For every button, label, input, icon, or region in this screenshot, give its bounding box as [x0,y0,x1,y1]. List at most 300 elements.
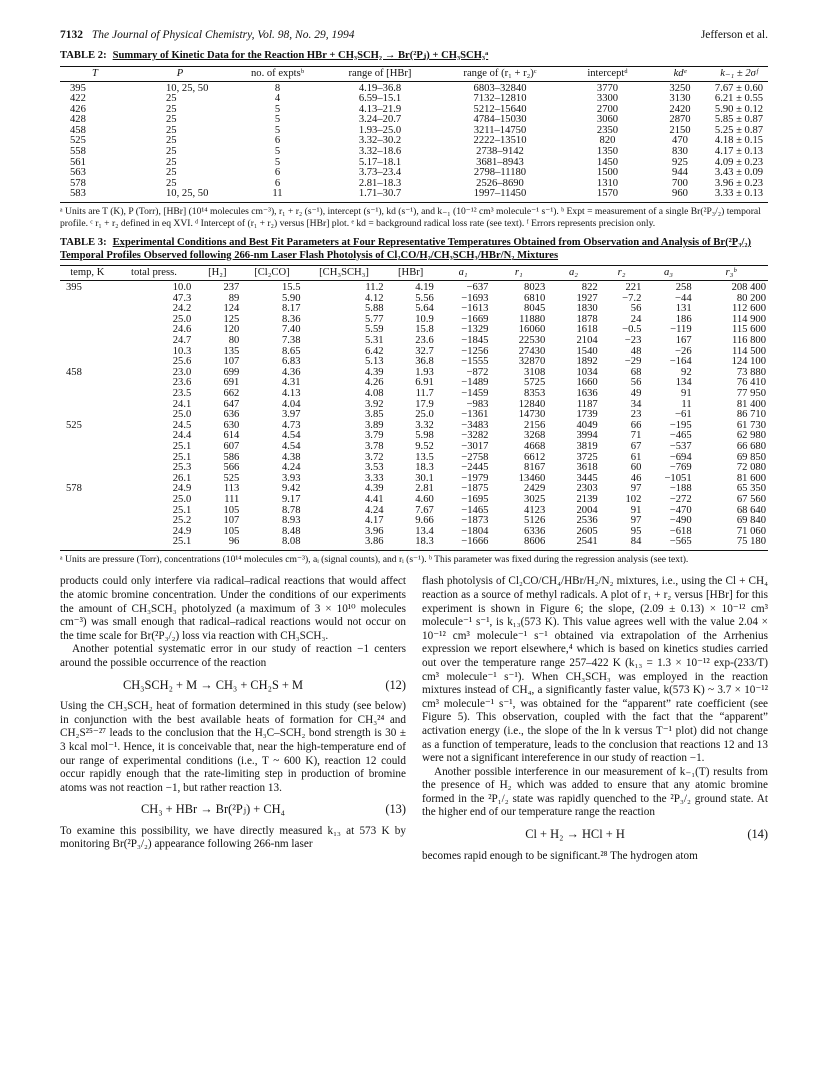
table-cell: 23.5 [172,387,192,399]
column-header: [HBr] [386,266,436,281]
table-cell: 2303 [576,483,598,495]
table-cell: 395 [70,82,86,94]
table-cell: 2526–8690 [476,177,524,189]
table-cell: 5 [274,146,281,158]
table-cell: −44 [675,292,692,304]
table-cell [60,389,115,400]
table-cell: 18.3 [415,462,434,474]
table-cell: 5.13 [365,356,384,368]
table-cell: 8023 [524,282,546,294]
table-cell: 4.73 [281,419,301,431]
table-cell: −1875 [461,483,489,495]
table-cell: 5.17–18.1 [358,156,402,168]
table-cell: 30.1 [415,472,434,484]
column-header: [Cl₂CO] [241,266,302,281]
table-cell: 563 [70,167,86,179]
table-cell: −2758 [461,451,489,463]
table-cell: 17.9 [415,398,434,410]
table-cell: 6 [274,167,281,179]
table-2-title: Summary of Kinetic Data for the Reaction HBr + CH₃SCH₂ → Br(²Pⱼ) + CH₃SCH₃ᵃ [112,50,489,61]
table-cell: −537 [669,440,692,452]
table-cell: −23 [624,335,642,346]
column-header: r₁ [490,266,547,281]
table-cell: 66 [630,419,642,431]
table-cell [60,516,115,527]
table-cell: −1666 [436,537,491,550]
table-cell: 105 [223,525,240,537]
table-cell: 91 [630,504,642,516]
equation-expression: CH₃ + HBr → Br(²Pⱼ) + CH₄ [141,802,285,817]
table-row [60,189,768,202]
table-row [60,325,768,336]
table-cell: −1489 [461,377,489,389]
table-cell: 62 980 [736,430,766,442]
table-cell: 3.33 [365,472,384,484]
table-cell: 114 500 [731,345,766,357]
table-cell: 525 [70,135,86,147]
table-cell: 822 [581,282,598,294]
column-header: a₁ [436,266,491,281]
table-cell: 32870 [518,356,546,368]
table-cell: 25.6 [172,356,192,368]
table-cell: 68 [630,366,642,378]
table-cell: 113 [223,483,240,495]
table-cell: 3.32–18.6 [358,146,402,158]
table-cell: 3.96 [365,525,384,537]
table-cell: 131 [675,303,692,315]
table-cell: 25.0 [172,493,192,505]
table-cell: 2004 [576,504,598,516]
table-cell: 1034 [576,366,598,378]
table-cell: −1845 [461,335,489,346]
table-cell: 2429 [524,483,546,495]
table-cell: 5.85 ± 0.87 [714,114,764,126]
table-cell: 1927 [576,292,598,304]
table-cell: 2700 [596,103,619,115]
table-cell: 81 400 [736,398,766,410]
table-row [60,410,768,421]
table-cell: 23.6 [172,377,192,389]
table-cell: 25.1 [172,451,192,463]
table-cell: 3.43 ± 0.09 [714,167,764,179]
table-cell: 647 [223,398,240,410]
table-cell: 1310 [596,177,619,189]
table-cell [60,347,115,358]
table-cell: 56 [630,303,642,315]
table-cell: 8.17 [281,303,301,315]
table-cell: 3.92 [365,398,384,410]
table-cell: 4049 [576,419,598,431]
paragraph: Another potential systematic error in our study of reaction −1 centers around the possible occurrence of the reaction [60,643,406,669]
table-cell: 36.8 [415,356,434,368]
table-cell: 830 [672,146,688,158]
table-cell: 9.66 [415,515,434,527]
table-cell: 3130 [669,93,691,105]
table-cell: 25.1 [172,504,192,516]
table-cell: 3445 [576,472,598,484]
table-cell: 10, 25, 50 [130,189,230,202]
table-cell: 5.56 [415,292,434,304]
table-cell: 77 950 [736,387,766,399]
table-row [60,294,768,305]
table-row [60,527,768,538]
table-cell: 4.24 [281,462,301,474]
column-header: [H₂] [193,266,241,281]
table-cell: 1187 [576,398,598,410]
table-cell: 4.08 [365,387,384,399]
table-cell: 1.71–30.7 [325,189,435,202]
table-cell: 25 [166,124,177,136]
table-cell: 525 [66,419,82,431]
table-cell: 107 [223,356,240,368]
table-cell: 1.93 [415,366,434,378]
table-cell: 7.40 [281,324,301,336]
table-cell: 237 [223,282,240,294]
table-cell: 944 [672,167,688,179]
page-number: 7132 [60,29,83,41]
table-cell: 8606 [490,537,547,550]
table-cell: −2445 [461,462,489,474]
table-cell: 47.3 [172,292,192,304]
table-cell: 426 [70,103,86,115]
equation-13 [60,803,406,817]
column-header: range of [HBr] [325,66,435,81]
paragraph: flash photolysis of Cl₂CO/CH₄/HBr/H₂/N₂ mixtures, i.e., using the Cl + CH₄ reaction as a source of methyl radicals. A plot of r₁ + r₂ versus [HBr] for this experiment is shown in Figure 6; the slope, (2.09 ± 0.13) × 10⁻¹² cm³ molecule⁻¹ s⁻¹, is k₁₃(573 K). This value agrees well with the value 2.04 × 10⁻¹² cm³ molecule⁻¹ s⁻¹ obtained via extrapolation of the Arrhenius expression we report elsewhere,⁴ which is based on kinetics studies carried out over the temperature range 257–422 K (k₁₃ = 1.3 × 10⁻¹² exp-(233/T) cm³ molecule⁻¹ s⁻¹). When CH₃SCH₃ was employed in the reaction mixtures instead of CH₄, a significantly faster value, k(573 K) ~ 3.7 × 10⁻¹² cm³ molecule⁻¹ s⁻¹, was obtained for the “apparent” rate coefficient (see Figure 5). This observation, coupled with the fact that the “apparent” activation energy (i.e., the slope of the ln k versus T⁻¹ plot) did not change as a function of temperature, leads to the conclusion that reactions 12 and 13 were not a significant intereference in our study of reaction −1. [422,575,768,765]
table-cell: 135 [223,345,240,357]
table-cell: −1256 [461,345,489,357]
table-cell: 558 [70,146,86,158]
table-cell: 124 [223,303,240,315]
table-cell: 69 840 [736,515,766,527]
table-cell: 11.2 [365,282,384,294]
table-cell: 2.81–18.3 [358,177,402,189]
table-cell: 24 [630,313,642,325]
table-cell: 24.2 [172,303,192,315]
table-cell: 186 [675,313,692,325]
table-cell: 25 [166,135,177,147]
table-cell: 4.24 [365,504,384,516]
table-cell: 34 [630,398,642,410]
table-cell: 258 [675,282,692,294]
table-cell: 13.5 [415,451,434,463]
table-cell: 1618 [576,324,598,336]
equation-expression: Cl + H₂ → HCl + H [525,827,625,842]
table-cell: −26 [675,345,692,357]
table-cell: 89 [228,292,240,304]
table-cell: 16060 [518,324,546,336]
table-cell: 2541 [547,537,599,550]
table-cell: 395 [66,282,82,294]
table-cell: −490 [669,515,692,527]
table-cell: 102 [625,493,642,505]
paragraph: Using the CH₃SCH₂ heat of formation determined in this study (see below) in conjunction with the best available heats of formation for CH₃²⁴ and CH₂S²⁵⁻²⁷ leads to the conclusion that the H₃C–SCH₂ bond strength is 30 ± 3 kcal mol⁻¹. Hence, it is conceivable that, near the high-temperature end of our range of experimental conditions (i.e., T ~ 600 K), reaction 12 could occur rapidly enough that the rate-limiting step in production of bromine atoms was not reaction −1, but rather reaction 13. [60,700,406,794]
table-cell: 5 [274,114,281,126]
table-cell: 4.17 ± 0.13 [714,146,764,158]
table-cell: 2536 [576,515,598,527]
table-cell: 25 [166,93,177,105]
table-cell: 458 [66,366,82,378]
running-head-left [60,28,354,42]
table-cell: 607 [223,440,240,452]
table-cell: 691 [223,377,240,389]
table-cell: −188 [669,483,692,495]
table-cell: 2420 [669,103,691,115]
table-cell: 5.31 [365,335,384,346]
table-cell: 7132–12810 [473,93,527,105]
table-cell [60,442,115,453]
table-3 [60,265,768,551]
table-cell: −1693 [461,292,489,304]
left-column [60,575,406,863]
table-cell: 75 180 [694,537,768,550]
table-row [60,495,768,506]
table-cell: 4.38 [281,451,301,463]
table-cell: 115 600 [731,324,766,336]
table-cell: 4.19 [415,282,434,294]
table-cell: 84 [600,537,644,550]
table-cell: 5.90 ± 0.12 [714,103,764,115]
table-3-caption [60,237,768,262]
table-row [60,315,768,326]
table-cell: 65 350 [736,483,766,495]
table-cell: 68 640 [736,504,766,516]
table-row [60,389,768,400]
table-cell: 6612 [524,451,546,463]
table-cell: −1051 [664,472,692,484]
table-cell: 3.32–30.2 [358,135,402,147]
table-cell: 5 [274,156,281,168]
table-cell: 3.73–23.4 [358,167,402,179]
table-cell: 23.6 [415,335,434,346]
table-cell: 8.78 [281,504,301,516]
equation-expression: CH₃SCH₂ + M → CH₃ + CH₂S + M [122,677,304,692]
table-cell: 25.0 [415,409,434,421]
table-cell: 24.1 [172,398,192,410]
table-cell: 5.98 [415,430,434,442]
table-cell: 13.4 [415,525,434,537]
table-cell [60,506,115,517]
table-cell: −637 [466,282,489,294]
table-cell: 71 [630,430,642,442]
table-cell: 25 [166,103,177,115]
table-cell: 2.81 [415,483,434,495]
equation-number: (13) [385,802,406,817]
table-cell: 8.36 [281,313,301,325]
table-cell: −565 [643,537,693,550]
table-cell: 61 [630,451,642,463]
table-row [60,453,768,464]
table-cell: 3025 [524,493,546,505]
table-cell: 1350 [596,146,619,158]
table-cell: 4.17 [365,515,384,527]
table-cell: 25 [166,167,177,179]
table-cell: 67 560 [736,493,766,505]
table-cell: 49 [630,387,642,399]
table-cell: 27430 [518,345,546,357]
table-cell: 4.04 [281,398,301,410]
table-cell: 81 600 [736,472,766,484]
table-cell: 111 [224,493,240,505]
table-cell: 2104 [576,335,598,346]
table-row [60,281,768,294]
table-cell: 56 [630,377,642,389]
table-cell: −1695 [461,493,489,505]
table-cell: 8045 [524,303,546,315]
table-cell: 4784–15030 [473,114,527,126]
table-row [60,378,768,389]
table-cell: 3725 [576,451,598,463]
table-cell: 18.3 [386,537,436,550]
table-cell: 3211–14750 [473,124,527,136]
table-cell: 662 [223,387,240,399]
table-cell: −1979 [461,472,489,484]
table-cell [60,463,115,474]
table-cell: 1997–11450 [435,189,565,202]
table-row [60,442,768,453]
table-cell: 5 [274,124,281,136]
column-header: a₂ [547,266,599,281]
table-3-block [60,237,768,565]
table-cell: 3770 [596,82,619,94]
table-cell: 700 [672,177,688,189]
table-cell: −465 [669,430,692,442]
table-cell: 112 600 [731,303,766,315]
table-cell: 3.33 ± 0.13 [710,189,768,202]
table-cell: 11 [230,189,325,202]
table-cell: −1329 [461,324,489,336]
table-cell: 9.42 [281,483,301,495]
column-header: range of (r₁ + r₂)ᶜ [435,66,565,81]
table-cell: 66 680 [736,440,766,452]
column-header: total press. [115,266,194,281]
table-cell: 97 [630,483,642,495]
table-cell: 3108 [524,366,546,378]
table-cell: −1804 [461,525,489,537]
table-cell: 3.32 [415,419,434,431]
table-cell: 8353 [524,387,546,399]
table-cell: 96 [193,537,241,550]
table-cell: 6.42 [365,345,384,357]
table-cell: 67 [630,440,642,452]
table-row [60,463,768,474]
table-cell: −1669 [461,313,489,325]
table-cell: 9.17 [281,493,301,505]
table-cell: 614 [223,430,240,442]
table-cell [60,304,115,315]
table-cell: 1892 [576,356,598,368]
table-cell: −694 [669,451,692,463]
table-cell: 24.4 [172,430,192,442]
table-cell [60,325,115,336]
table-cell: 10.3 [172,345,192,357]
table-cell [60,294,115,305]
equation-14 [422,828,768,842]
table-cell: 1636 [576,387,598,399]
table-row [60,400,768,411]
table-cell: 25 [166,177,177,189]
table-cell: 1450 [596,156,619,168]
paragraph: becomes rapid enough to be significant.²⁸ The hydrogen atom [422,849,698,862]
table-cell: 92 [681,366,692,378]
table-cell: 6810 [524,292,546,304]
column-header: k₋₁ ± 2σᶠ [710,66,768,81]
table-cell: 3994 [576,430,598,442]
table-cell: 4.39 [365,483,384,495]
table-cell: 5.25 ± 0.87 [714,124,764,136]
table-cell: 24.6 [172,324,192,336]
table-cell: 470 [672,135,688,147]
table-cell: 22530 [518,335,546,346]
table-cell: 46 [630,472,642,484]
table-cell: −872 [466,366,489,378]
table-cell: −983 [466,398,489,410]
table-cell: 25 [166,156,177,168]
table-cell: 60 [630,462,642,474]
table-cell: 9.52 [415,440,434,452]
table-cell: 4.54 [281,430,301,442]
table-cell: 4.31 [281,377,301,389]
table-cell: 10, 25, 50 [166,82,209,94]
table-cell: 4.13–21.9 [358,103,402,115]
table-cell: 91 [681,387,692,399]
table-cell: 7.67 [415,504,434,516]
table-cell: 4668 [524,440,546,452]
table-3-title: Experimental Conditions and Best Fit Parameters at Four Representative Temperatures Obtained from Observation and Analysis of Br(²P₃/₂) Temporal Profiles Observed following 266-nm Laser Flash Photolysis of Cl₂CO/H₂/CH₃SCH₃/HBr/N₂ Mixtures [60,237,752,261]
table-cell: 1830 [576,303,598,315]
table-cell: 422 [70,93,86,105]
table-cell: 3.86 [303,537,386,550]
table-cell: 6 [274,135,281,147]
table-cell: 1500 [596,167,619,179]
table-cell: 8.08 [241,537,302,550]
table-cell: 3268 [524,430,546,442]
table-row [60,336,768,347]
table-cell: 8167 [524,462,546,474]
table-cell: 25.1 [172,440,192,452]
table-cell: 2156 [524,419,546,431]
table-cell: 80 [228,335,240,346]
table-cell: −61 [675,409,692,421]
table-cell: 7.38 [281,335,301,346]
table-cell: 3.79 [365,430,384,442]
table-cell: 24.9 [172,483,192,495]
table-cell: 5212–15640 [473,103,527,115]
table-cell: −3017 [461,440,489,452]
table-cell: 5.59 [365,324,384,336]
table-cell: 578 [70,177,86,189]
table-cell: 134 [675,377,692,389]
equation-number: (12) [385,677,406,692]
table-cell: 3.93 [281,472,301,484]
table-cell: 925 [672,156,688,168]
table-cell: −3282 [461,430,489,442]
table-2-footnote: ᵃ Units are T (K), P (Torr), [HBr] (10¹⁴ molecules cm⁻³), r₁ + r₂ (s⁻¹), intercept (s⁻¹), kd (s⁻¹), and k₋₁ (10⁻¹² cm³ molecule⁻¹ s⁻¹). ᵇ Expt = measurement of a single Br(²P₃/₂) temporal profile. ᶜ r₁ + r₂ defined in eq XVI. ᵈ Intercept of (r₁ + r₂) versus [HBr] plot. ᵉ kd = background radical loss rate (see text). ᶠ Errors represents precision only. [60,206,761,229]
table-cell: 4.41 [365,493,384,505]
column-header: temp, K [60,266,115,281]
table-cell: 25.2 [172,515,192,527]
table-cell: 4.09 ± 0.23 [714,156,764,168]
column-header: r₃ᵇ [694,266,768,281]
table-cell: 525 [223,472,240,484]
column-header: P [130,66,230,81]
table-cell: 6803–32840 [473,82,527,94]
table-cell: 26.1 [172,472,192,484]
table-cell: −1873 [461,515,489,527]
table-cell: −769 [669,462,692,474]
table-cell: 11.7 [415,387,434,399]
table-cell: −1459 [461,387,489,399]
body-text [60,575,768,863]
